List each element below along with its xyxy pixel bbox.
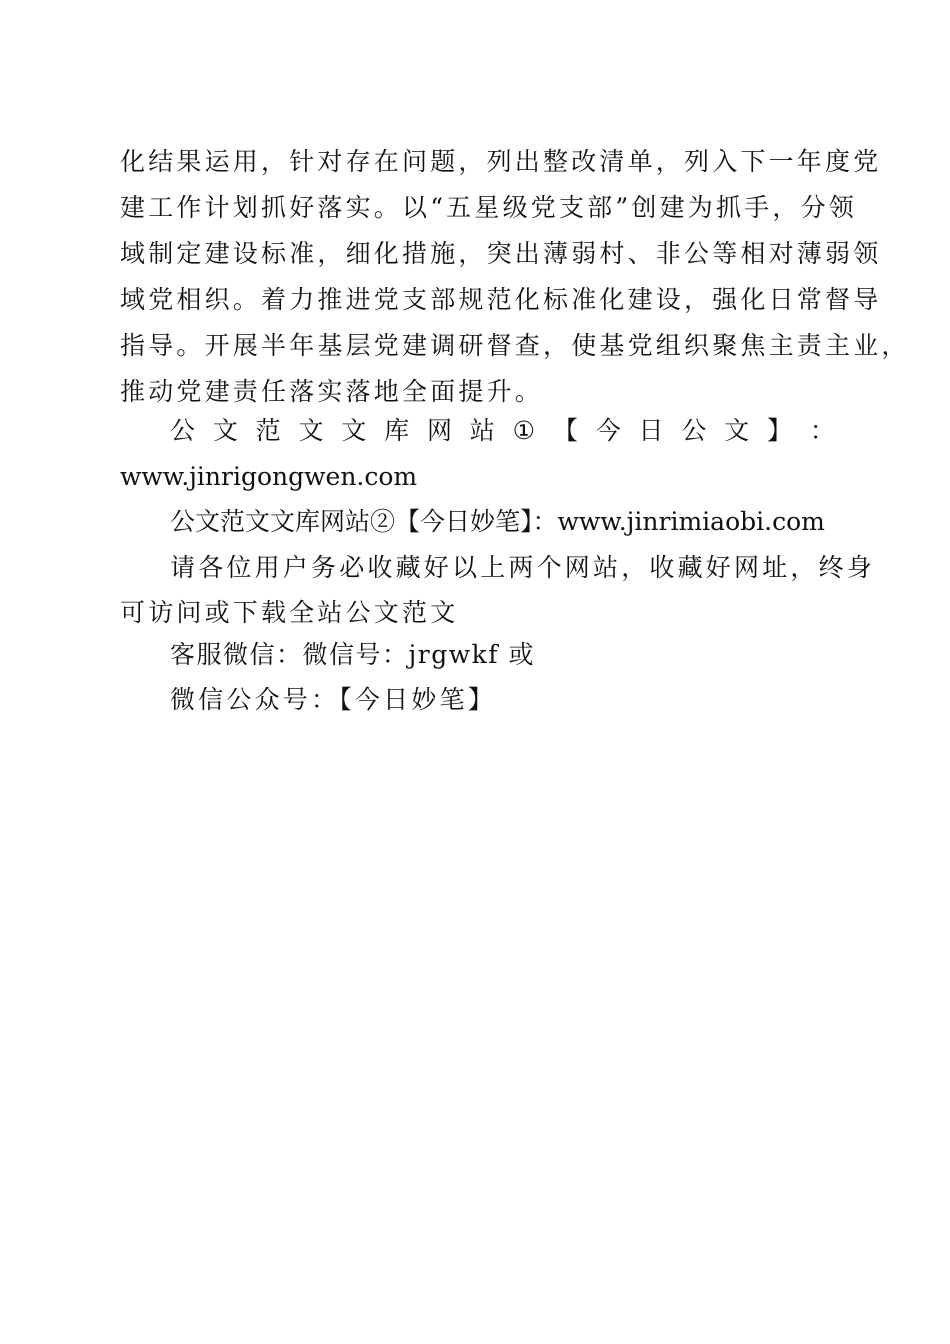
paragraph-line: 化结果运用，针对存在问题，列出整改清单，列入下一年度党: [120, 147, 882, 176]
site1-char: 公: [681, 416, 707, 445]
site1-char: 日: [638, 416, 664, 445]
paragraph-line: 指导。开展半年基层党建调研督查，使基党组织聚焦主责主业，: [120, 331, 910, 360]
site1-char: 文: [212, 416, 238, 445]
site1-url: www.jinrigongwen.com: [120, 462, 418, 491]
wechat-official-account-line: 微信公众号：【今日妙笔】: [170, 685, 496, 714]
notice-line: 可访问或下载全站公文范文: [120, 598, 459, 627]
paragraph-line: 域制定建设标准，细化措施，突出薄弱村、非公等相对薄弱领: [120, 239, 882, 268]
site1-char: 范: [255, 416, 281, 445]
site1-char: 网: [426, 416, 452, 445]
site1-char: ①: [512, 416, 536, 445]
site1-char: 今: [595, 416, 621, 445]
paragraph-line: 推动党建责任落实落地全面提升。: [120, 377, 544, 406]
paragraph-line: 域党相织。着力推进党支部规范化标准化建设，强化日常督导: [120, 285, 882, 314]
paragraph-line: 建工作计划抓好落实。以“五星级党支部”创建为抓手，分领: [120, 193, 857, 222]
site1-char: 文: [724, 416, 750, 445]
site1-char: 】: [767, 416, 793, 445]
site1-char: 【: [552, 416, 578, 445]
site1-char: 库: [384, 416, 410, 445]
notice-line: 请各位用户务必收藏好以上两个网站，收藏好网址，终身: [170, 553, 876, 582]
service-wechat-line: 客服微信：微信号：jrgwkf 或: [170, 640, 535, 669]
site1-title-line: [170, 416, 835, 446]
site1-char: ：: [809, 416, 835, 445]
site2-line: 公文范文文库网站②【今日妙笔】：www.jinrimiaobi.com: [170, 507, 825, 536]
site1-char: 公: [170, 416, 196, 445]
site1-char: 文: [298, 416, 324, 445]
site1-char: 文: [341, 416, 367, 445]
site1-char: 站: [469, 416, 495, 445]
